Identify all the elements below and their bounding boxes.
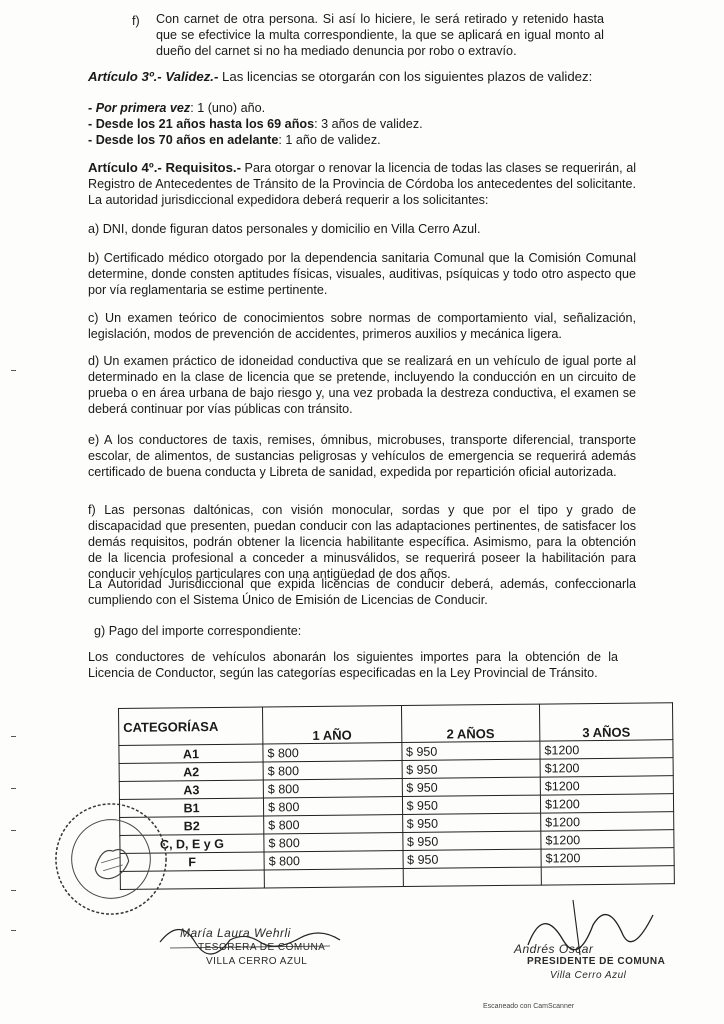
treasurer-name: María Laura Wehrli: [180, 926, 291, 940]
fee-3-years: $1200: [540, 740, 673, 759]
fee-3-years: $1200: [541, 812, 674, 831]
validity-item-1: [88, 100, 588, 116]
fee-1-year: $ 800: [263, 779, 402, 798]
validity-label: - Desde los 70 años en adelante: [88, 133, 279, 147]
fee-1-year: $ 800: [264, 851, 403, 870]
category-cell: A3: [119, 780, 263, 800]
requirement-d: d) Un examen práctico de idoneidad conductiva que se realizará en un vehículo de igual porte al determinado en la clase de licencia que se pretende, incluyendo la conducción en un circuito de prueba o en área urbana de bajo riesgo y, una vez probada la destreza conductiva, el examen se deberá continuar por vías públicas con tránsito.: [88, 354, 636, 416]
requirement-e: e) A los conductores de taxis, remises, ómnibus, microbuses, transporte diferencial, transporte escolar, de alimentos, de sustancias peligrosas y vehículos de emergencia se requerirá además certificado de buena conducta y Libreta de sanidad, expedida por repartición oficial autorizada.: [88, 433, 636, 479]
requirement-f-authority: La Autoridad Jurisdiccional que expida licencias de conducir deberá, además, confeccionarla cumpliendo con el Sistema Único de Emisión de Licencias de Conducir.: [88, 577, 636, 607]
article-3: [88, 69, 608, 85]
article-4-heading: Artículo 4º.- Requisitos.-: [88, 160, 241, 175]
fee-2-years: $ 950: [402, 813, 541, 832]
category-cell: A1: [119, 744, 263, 764]
margin-mark: [11, 830, 16, 831]
president-place: Villa Cerro Azul: [550, 970, 627, 981]
category-cell: A2: [119, 762, 263, 782]
category-cell: B2: [120, 816, 264, 836]
validity-item-3: [88, 132, 588, 148]
fee-3-years: $1200: [541, 830, 674, 849]
fee-1-year: $ 800: [263, 797, 402, 816]
header-3-years: 3 AÑOS: [540, 703, 673, 741]
fee-2-years: $ 950: [401, 741, 540, 760]
validity-value: : 1 (uno) año.: [190, 101, 266, 115]
margin-mark: [11, 788, 16, 789]
official-seal: [52, 800, 170, 918]
treasurer-role: TESORERA DE COMUNA: [198, 942, 326, 953]
article-3-intro: Las licencias se otorgarán con los siguientes plazos de validez:: [222, 69, 593, 84]
requirement-g: g) Pago del importe correspondiente:: [94, 624, 302, 638]
validity-label: - Por primera vez: [88, 101, 191, 115]
item-f-text: Con carnet de otra persona. Si así lo hiciere, le será retirado y retenido hasta que se efectivice la multa correspondiente, la que se aplicará en igual monto al dueño del carnet si no ha mediado denuncia por robo o extravío.: [156, 12, 604, 58]
item-f-letter: f): [132, 14, 140, 28]
fee-1-year: $ 800: [264, 815, 403, 834]
validity-label: - Desde los 21 años hasta los 69 años: [88, 117, 315, 131]
fee-2-years: $ 950: [402, 777, 541, 796]
fee-3-years: $1200: [541, 848, 674, 867]
president-name: Andrés Oscar: [514, 942, 594, 956]
article-3-heading: Artículo 3º.- Validez.-: [88, 69, 219, 84]
requirement-c: c) Un examen teórico de conocimientos sobre normas de comportamiento vial, señalización, legislación, modos de prevención de accidentes, primeros auxilios y mecánica ligera.: [88, 311, 636, 341]
category-cell: F: [120, 852, 264, 872]
fee-2-years: $ 950: [402, 831, 541, 850]
fees-table-header: [119, 703, 673, 746]
margin-mark: [11, 370, 16, 371]
fee-3-years: $1200: [540, 776, 673, 795]
article-4: [88, 160, 636, 208]
fee-3-years: $1200: [540, 758, 673, 777]
margin-mark: [11, 736, 16, 737]
fee-2-years: $ 950: [403, 849, 542, 868]
fee-2-years: $ 950: [402, 759, 541, 778]
category-cell: C, D, E y G: [120, 834, 264, 854]
validity-value: : 1 año de validez.: [278, 133, 381, 147]
president-role: PRESIDENTE DE COMUNA: [527, 956, 666, 967]
fee-1-year: $ 800: [263, 743, 402, 762]
treasurer-place: VILLA CERRO AZUL: [206, 956, 308, 967]
fee-1-year: $ 800: [263, 761, 402, 780]
category-cell: B1: [119, 798, 263, 818]
article-4-intro: Para otorgar o renovar la licencia de todas las clases se requerirán, al Registro de Antecedentes de Tránsito de la Provincia de Córdoba los antecedentes del solicitante. La autoridad jurisdiccional expedidora deberá requerir a los solicitantes:: [88, 161, 636, 207]
fee-1-year: $ 800: [264, 833, 403, 852]
margin-mark: [11, 930, 16, 931]
fee-3-years: $1200: [540, 794, 673, 813]
header-2-years: 2 AÑOS: [401, 704, 540, 742]
scanner-footer: Escaneado con CamScanner: [483, 1003, 575, 1010]
fee-2-years: $ 950: [402, 795, 541, 814]
requirement-b: b) Certificado médico otorgado por la dependencia sanitaria Comunal que la Comisión Comunal determine, donde consten aptitudes físicas, visuales, auditivas, psíquicas y todo otro aspecto que por vía reglamentaria se estime pertinente.: [88, 251, 636, 297]
fees-intro: Los conductores de vehículos abonarán los siguientes importes para la obtención de la Licencia de Conductor, según las categorías especificadas en la Ley Provincial de Tránsito.: [88, 650, 618, 680]
requirement-a: a) DNI, donde figuran datos personales y domicilio en Villa Cerro Azul.: [88, 222, 481, 236]
margin-mark: [11, 890, 16, 891]
validity-item-2: [88, 116, 588, 132]
requirement-f: f) Las personas daltónicas, con visión monocular, sordas y que por el tipo y grado de discapacidad que presenten, puedan conducir con las adaptaciones pertinentes, de satisfacer los demás requisitos, podrán obtener la licencia habilitante específica. Asimismo, para la obtención de la licencia profesional a conceder a minusválidos, se requerirá poseer la habilitación para conducir vehículos particulares con una antigüedad de dos años.: [88, 503, 636, 581]
header-categories: CATEGORÍASA: [119, 707, 263, 746]
validity-value: : 3 años de validez.: [314, 117, 423, 131]
fees-table: [118, 702, 675, 890]
header-1-year: 1 AÑO: [263, 706, 402, 744]
